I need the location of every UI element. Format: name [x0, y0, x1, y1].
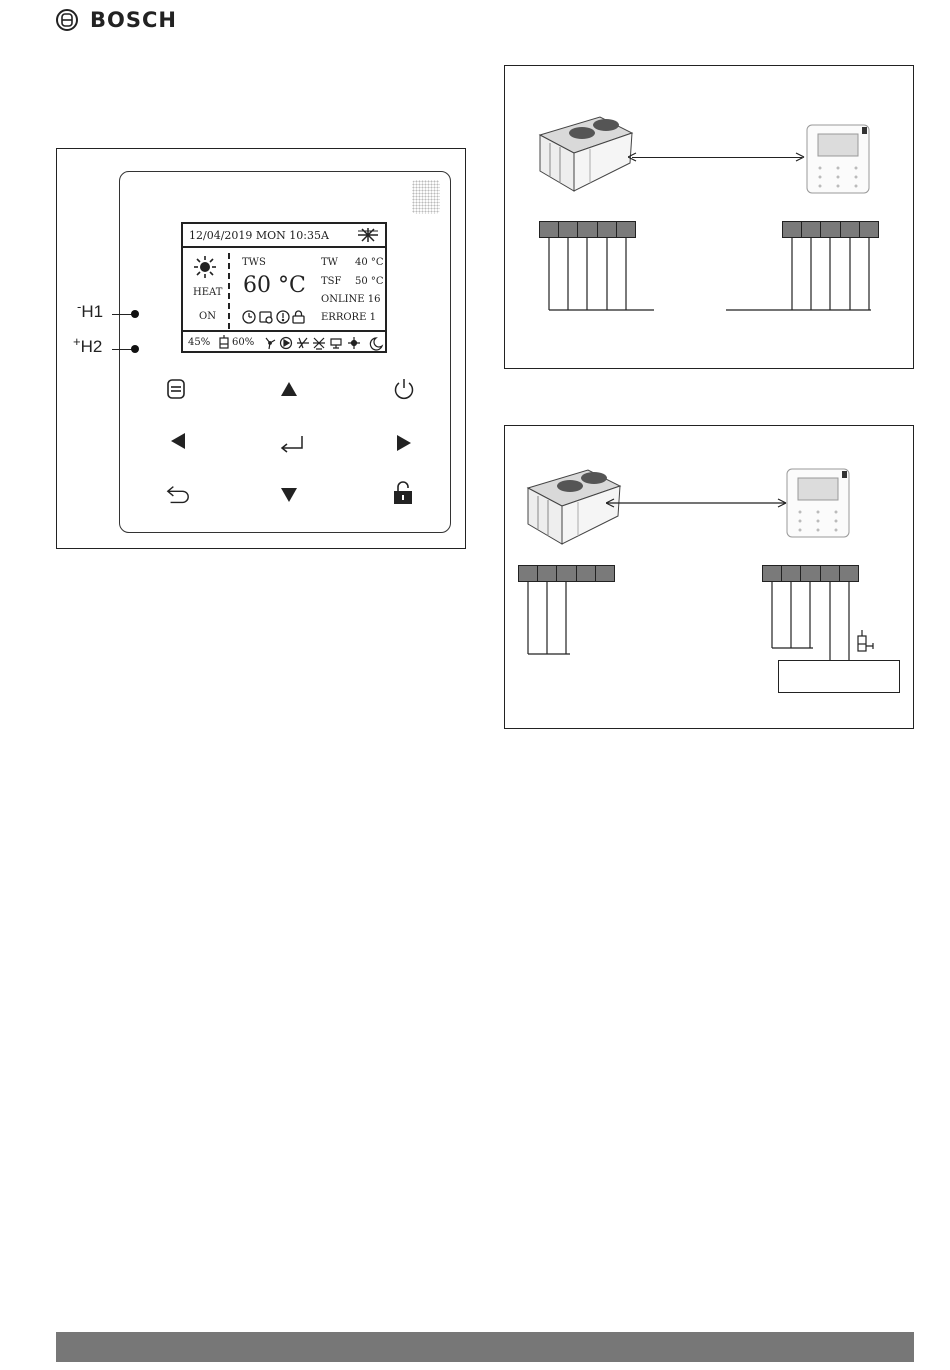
- left-key[interactable]: [165, 428, 191, 454]
- wall-controller-illustration: [786, 468, 850, 538]
- tank-icon: [219, 335, 229, 352]
- menu-icon: [167, 379, 185, 399]
- outdoor-unit-illustration: [530, 105, 634, 195]
- lcd-screen: [181, 222, 387, 353]
- external-device-box: [778, 660, 900, 693]
- triangle-up-icon: [280, 381, 298, 397]
- lcd-status-icons: [242, 310, 312, 327]
- brand-name: BOSCH: [90, 8, 177, 32]
- triangle-right-icon: [396, 434, 412, 452]
- menu-key[interactable]: [163, 376, 189, 402]
- enter-key[interactable]: [280, 431, 306, 457]
- unlock-key[interactable]: [390, 480, 416, 506]
- h1-label: -H1: [77, 299, 104, 321]
- footer-bar: [56, 1332, 914, 1362]
- lcd-datetime: 12/04/2019 MON 10:35A: [189, 229, 329, 242]
- h1-leader-line: [112, 314, 132, 315]
- lcd-error-count: ERRORE 1: [321, 312, 376, 323]
- back-arrow-icon: [165, 484, 191, 506]
- power-icon: [393, 378, 415, 400]
- unit-terminal-block-b: [518, 565, 615, 582]
- bosch-armature-logo-icon: [56, 9, 78, 31]
- lcd-function-icons: [263, 335, 387, 354]
- lcd-humidity: 45%: [188, 337, 211, 348]
- h2-label: +H2: [73, 334, 103, 356]
- lcd-tws-label: TWS: [242, 257, 266, 268]
- wall-controller-illustration: [806, 124, 870, 194]
- lcd-tw-label: TW: [321, 257, 338, 268]
- lcd-online-count: ONLINE 16: [321, 294, 381, 305]
- wiring-lines-b: [518, 582, 888, 662]
- controller-terminal-block-b: [762, 565, 859, 582]
- unit-terminal-block-a: [539, 221, 636, 238]
- lcd-state: ON: [199, 311, 216, 322]
- h1-button[interactable]: [131, 310, 139, 318]
- enter-icon: [280, 434, 306, 454]
- h2-button[interactable]: [131, 345, 139, 353]
- right-key[interactable]: [391, 430, 417, 456]
- back-key[interactable]: [165, 482, 191, 508]
- speaker-grille: [412, 180, 440, 214]
- snowflake-sun-icon: [357, 227, 379, 246]
- h2-leader-line: [112, 349, 132, 350]
- triangle-down-icon: [280, 487, 298, 503]
- communication-link-b: [606, 498, 788, 510]
- lcd-tsf-value: 50 °C: [355, 276, 384, 287]
- lcd-tank-level: 60%: [232, 337, 255, 348]
- power-key[interactable]: [391, 376, 417, 402]
- link-arrowheads: [628, 152, 808, 164]
- down-key[interactable]: [276, 482, 302, 508]
- controller-terminal-block-a: [782, 221, 879, 238]
- lcd-tws-value: 60 °C: [243, 273, 306, 298]
- sensor-icon: [855, 628, 879, 654]
- wiring-lines-a: [539, 238, 884, 314]
- up-key[interactable]: [276, 376, 302, 402]
- lcd-tsf-label: TSF: [321, 276, 342, 287]
- unlock-icon: [393, 481, 413, 505]
- triangle-left-icon: [170, 432, 186, 450]
- lcd-mode: HEAT: [193, 287, 223, 298]
- sun-icon: [194, 256, 216, 281]
- lcd-tw-value: 40 °C: [355, 257, 384, 268]
